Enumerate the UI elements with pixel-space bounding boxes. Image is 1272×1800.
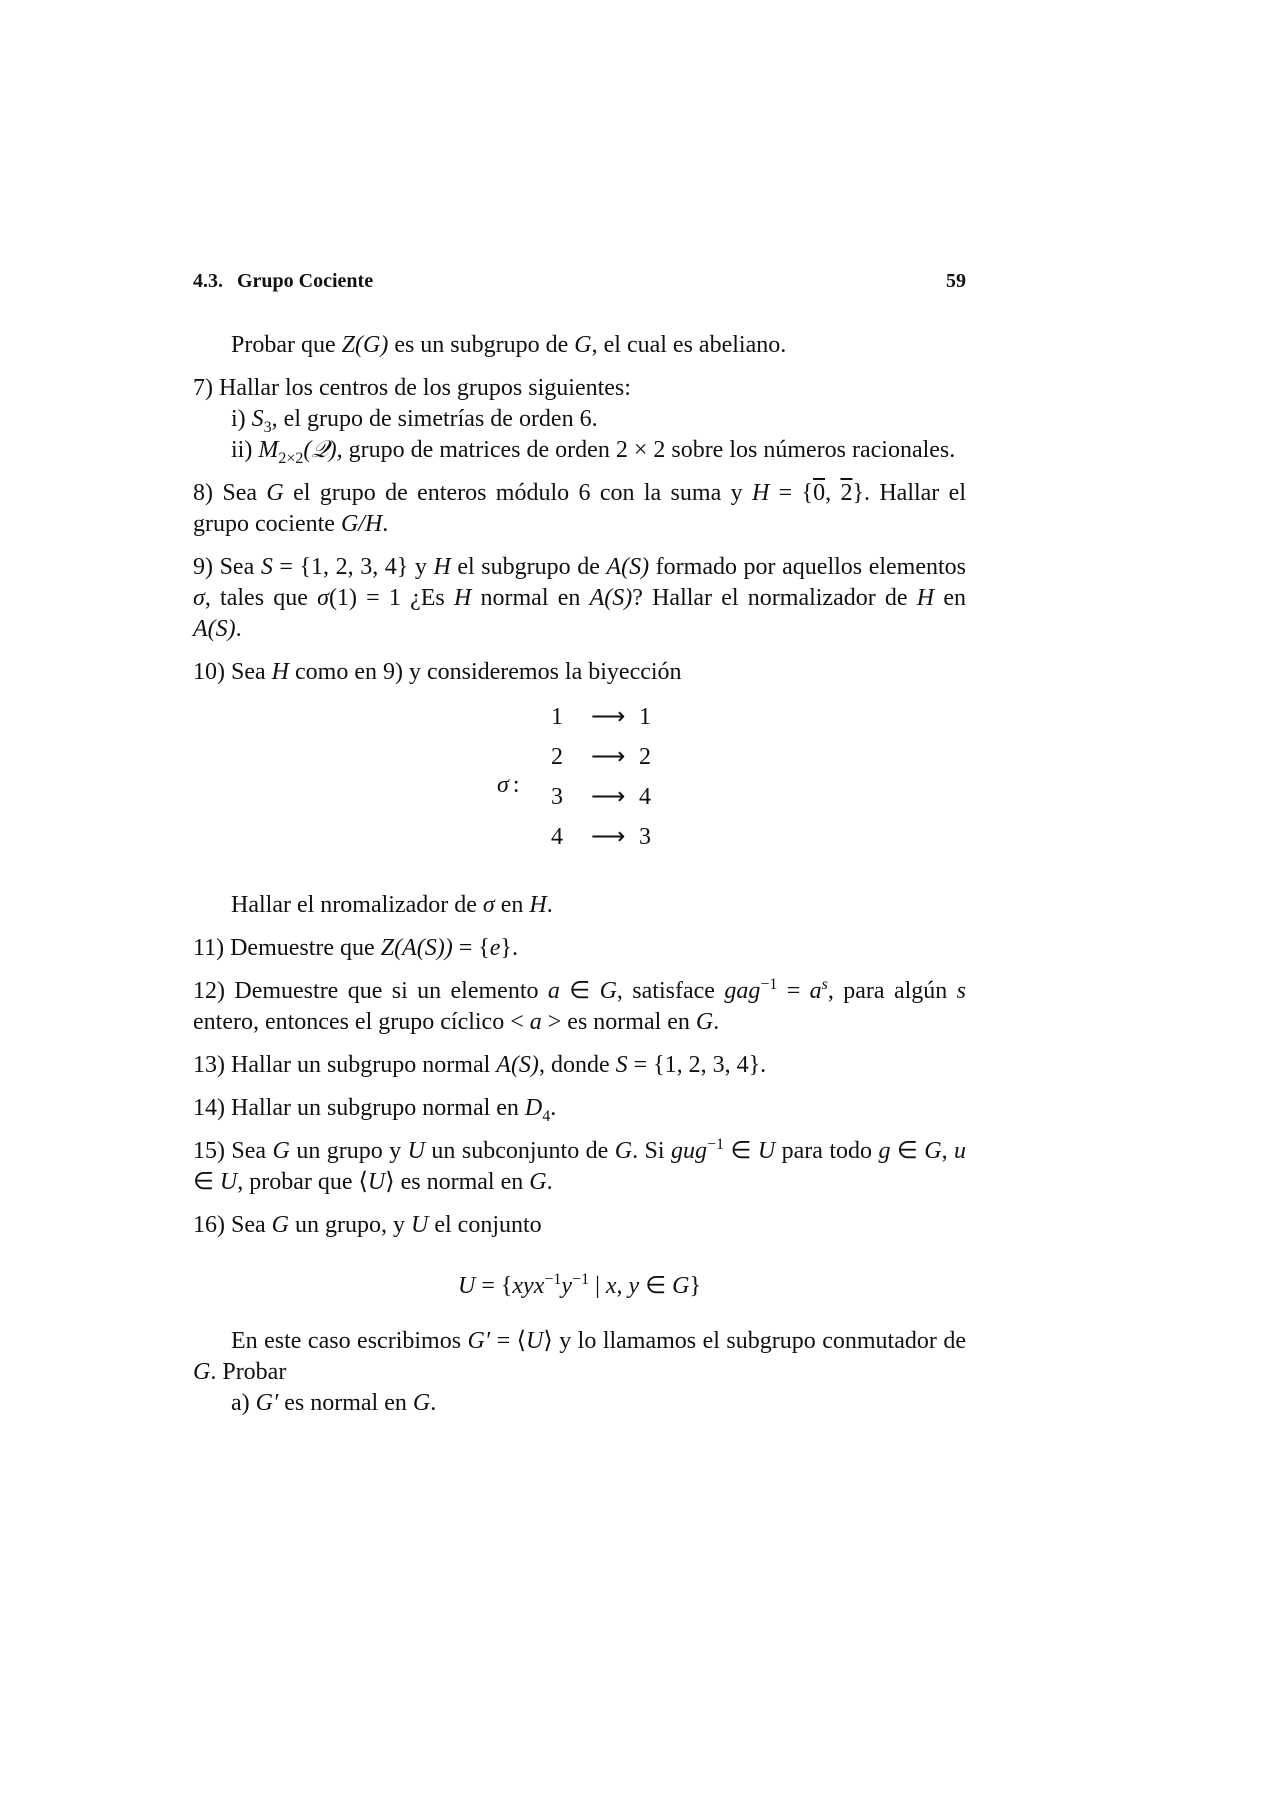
commutator-set-display: $U = \{xyx^{-1}y^{-1}$ | x, y ∈ G} — [458, 1271, 701, 1299]
section-heading — [193, 270, 373, 293]
exercise-13: 13) Hallar un subgrupo normal A(S), donde S = {1, 2, 3, 4}. — [193, 1052, 767, 1078]
exercise-15: 15) Sea G un grupo y U un subconjunto de G. Si gug$^{-1}$ ∈ U para todo g ∈ G, u ∈ U, probar que ⟨U⟩ es normal en G. — [193, 1136, 967, 1195]
map-row: 3 ⟶ 4 — [551, 784, 651, 810]
exercise-7 — [193, 373, 966, 466]
exercise-7-part-ii: ii) $M_{2\times 2}(𝒬)$, grupo de matrices de orden 2 × 2 sobre los números racionales. — [231, 437, 956, 467]
exercise-16: 16) Sea G un grupo, y U el conjunto — [193, 1212, 542, 1238]
sigma-symbol: σ : — [497, 772, 520, 798]
exercise-11: 11) Demuestre que Z(A(S)) = {e}. — [193, 935, 518, 961]
running-header — [193, 270, 966, 293]
exercise-12: 12) Demuestre que si un elemento a ∈ G, satisface $gag^{-1} = a^s$, para algún s entero, entonces el grupo cíclico < a > es normal en G. — [193, 976, 967, 1035]
exercise-6-continuation: Probar que Z(G) es un subgrupo de G, el cual es abeliano. — [231, 332, 787, 358]
exercise-10-question: Hallar el nromalizador de σ en H. — [231, 892, 553, 918]
exercise-10: 10) Sea H como en 9) y consideremos la biyección — [193, 659, 682, 685]
exercise-14: 14) Hallar un subgrupo normal en $D_4$. — [193, 1095, 557, 1125]
exercise-7-statement: 7) Hallar los centros de los grupos siguientes: — [193, 375, 631, 401]
section-number: 4.3. — [193, 270, 223, 292]
exercise-16-part-a: a) G′ es normal en G. — [231, 1390, 437, 1416]
section-title: Grupo Cociente — [237, 270, 374, 292]
commutator-definition: En este caso escribimos G′ = ⟨U⟩ y lo llamamos el subgrupo conmutador de G. Probar — [193, 1328, 966, 1385]
exercise-8: 8) Sea G el grupo de enteros módulo 6 con la suma y H = {0, 2}. Hallar el grupo cociente G/H. — [193, 480, 966, 537]
bijection-display — [193, 702, 966, 902]
exercise-7-part-i: i) $S_3$, el grupo de simetrías de orden 6. — [231, 406, 598, 436]
page-body — [193, 330, 966, 1419]
map-row: 2 ⟶ 2 — [551, 744, 651, 770]
map-row: 1 ⟶ 1 — [551, 704, 651, 730]
map-row: 4 ⟶ 3 — [551, 824, 651, 850]
page-number: 59 — [946, 270, 966, 292]
exercise-9: 9) Sea S = {1, 2, 3, 4} y H el subgrupo de A(S) formado por aquellos elementos σ, tales que σ(1) = 1 ¿Es H normal en A(S)? Hallar el normalizador de H en A(S). — [193, 554, 966, 642]
